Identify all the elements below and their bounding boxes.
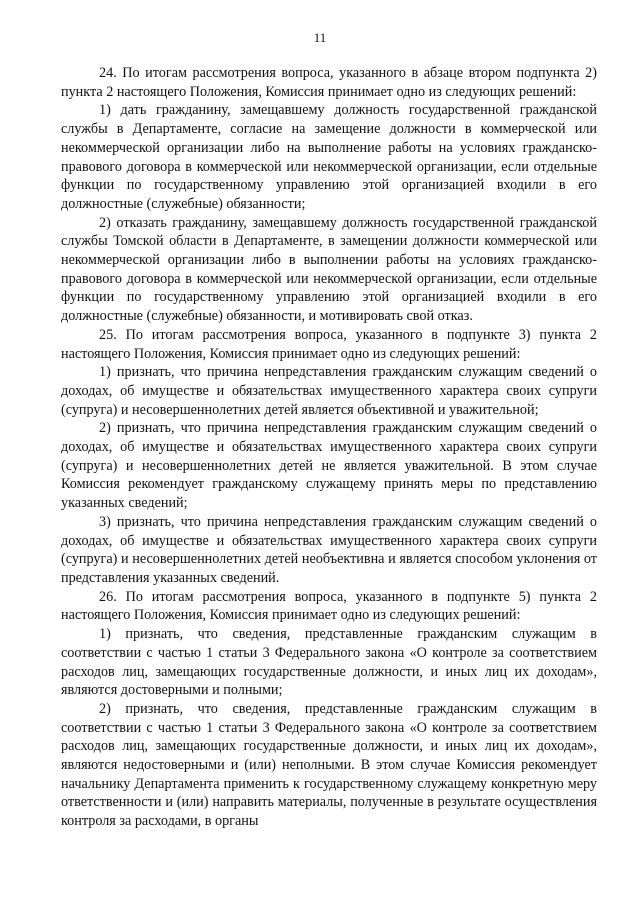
paragraph-26-item-1: 1) признать, что сведения, представленные гражданским служащим в соответствии с частью 1 статьи 3 Федерального закона «О контроле за соответствием расходов лиц, замещающих государственные должности, и иных лиц их доходам», являются достоверными и полными; [61,626,597,699]
paragraph-25: 25. По итогам рассмотрения вопроса, указанного в подпункте 3) пункта 2 настоящего Положения, Комиссия принимает одно из следующих решений: [61,326,597,362]
document-body [61,64,597,831]
paragraph-26-item-2: 2) признать, что сведения, представленные гражданским служащим в соответствии с частью 1 статьи 3 Федерального закона «О контроле за соответствием расходов лиц, замещающих государственные должности, и иных лиц их доходам», являются недостоверными и (или) неполными. В этом случае Комиссия рекомендует начальнику Департамента применить к государственному служащему конкретную меру ответственности и (или) направить материалы, полученные в результате осуществления контроля за расходами, в органы [61,700,597,830]
paragraph-24: 24. По итогам рассмотрения вопроса, указанного в абзаце втором подпункта 2) пункта 2 настоящего Положения, Комиссия принимает одно из следующих решений: [61,65,597,100]
paragraph-26: 26. По итогам рассмотрения вопроса, указанного в подпункте 5) пункта 2 настоящего Положения, Комиссия принимает одно из следующих решений: [61,588,597,624]
page-number: 11 [313,30,327,45]
paragraph-25-item-3: 3) признать, что причина непредставления гражданским служащим сведений о доходах, об имуществе и обязательствах имущественного характера своих супруги (супруга) и несовершеннолетних детей необъективна и является способом уклонения от представления указанных сведений. [61,513,597,586]
paragraph-24-item-2: 2) отказать гражданину, замещавшему должность государственной гражданской службы Томской области в Департаменте, в замещении должности коммерческой или некоммерческой организации либо в выполнении работы на условиях гражданско-правового договора в коммерческой или некоммерческой организации, если отдельные функции по государственному управлению этой организацией входили в его должностные (служебные) обязанности, и мотивировать свой отказ. [61,214,597,325]
paragraph-25-item-1: 1) признать, что причина непредставления гражданским служащим сведений о доходах, об имуществе и обязательствах имущественного характера своих супруги (супруга) и несовершеннолетних детей является объективной и уважительной; [61,364,597,418]
paragraph-25-item-2: 2) признать, что причина непредставления гражданским служащим сведений о доходах, об имуществе и обязательствах имущественного характера своих супруги (супруга) и несовершеннолетних детей не является уважительной. В этом случае Комиссия рекомендует гражданскому служащему принять меры по представлению указанных сведений; [61,420,597,512]
paragraph-24-item-1: 1) дать гражданину, замещавшему должность государственной гражданской службы в Департаменте, согласие на замещение должности в коммерческой или некоммерческой организации либо на выполнение работы на условиях гражданско-правового договора в коммерческой или некоммерческой организации, если отдельные функции по государственному управлению этой организацией входили в его должностные (служебные) обязанности; [61,102,597,212]
